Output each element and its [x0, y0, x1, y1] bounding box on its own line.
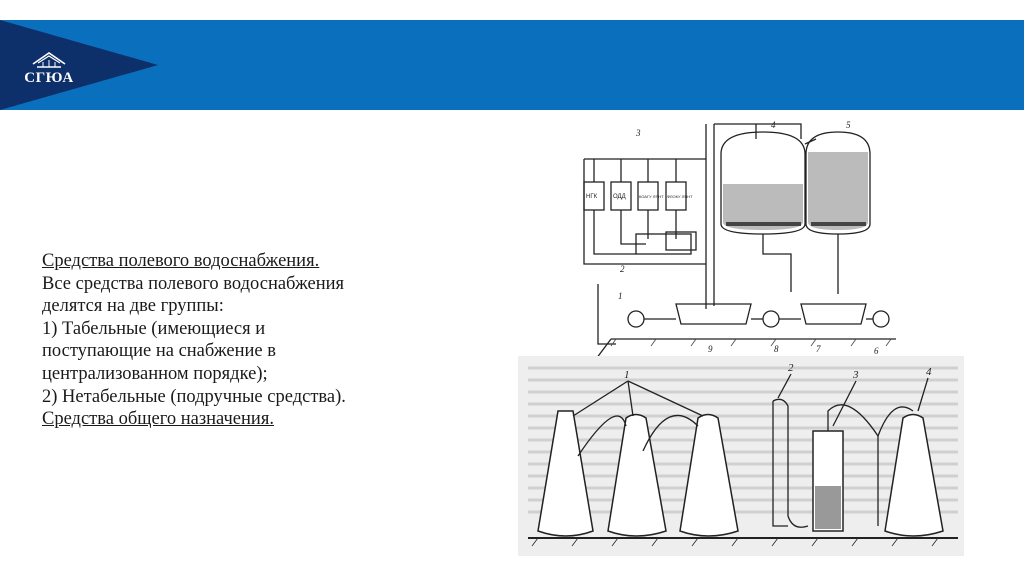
logo — [18, 48, 78, 94]
box-label: ФЛОКУ ЛЯНТ — [667, 194, 693, 199]
callout-1: 1 — [624, 369, 630, 381]
box-label: НГК — [586, 194, 598, 200]
callout-4: 4 — [771, 120, 776, 130]
building-icon — [29, 50, 69, 70]
callout-6: 6 — [874, 346, 879, 356]
logo-text: СГЮА — [24, 70, 74, 86]
callout-3: 3 — [853, 369, 859, 381]
callout-7: 7 — [816, 344, 821, 354]
text-line: 1) Табельные (имеющиеся и — [42, 318, 266, 339]
callout-2: 2 — [620, 264, 625, 274]
text-line: делятся на две группы: — [42, 296, 224, 317]
callout-4: 4 — [926, 366, 932, 378]
box-label: ОДД — [613, 194, 626, 200]
water-treatment-diagram — [576, 114, 906, 364]
text-line: Все средства полевого водоснабжения — [42, 273, 345, 294]
callout-8: 8 — [774, 344, 779, 354]
text-line: централизованном порядке); — [42, 363, 268, 384]
text-line: 2) Нетабельные (подручные средства). — [42, 386, 346, 407]
text-line: поступающие на снабжение в — [42, 341, 276, 362]
filter-bags-diagram — [518, 356, 964, 556]
heading-general-means: Средства общего назначения. — [42, 409, 274, 430]
callout-9: 9 — [708, 344, 713, 354]
callout-1: 1 — [618, 291, 623, 301]
callout-2: 2 — [788, 362, 794, 374]
callout-5: 5 — [846, 120, 851, 130]
text-block — [42, 250, 492, 431]
callout-3: 3 — [636, 128, 641, 138]
box-label: КОАГУ ЛЯНТ — [639, 194, 664, 199]
heading-field-water-supply: Средства полевого водоснабжения. — [42, 251, 320, 271]
